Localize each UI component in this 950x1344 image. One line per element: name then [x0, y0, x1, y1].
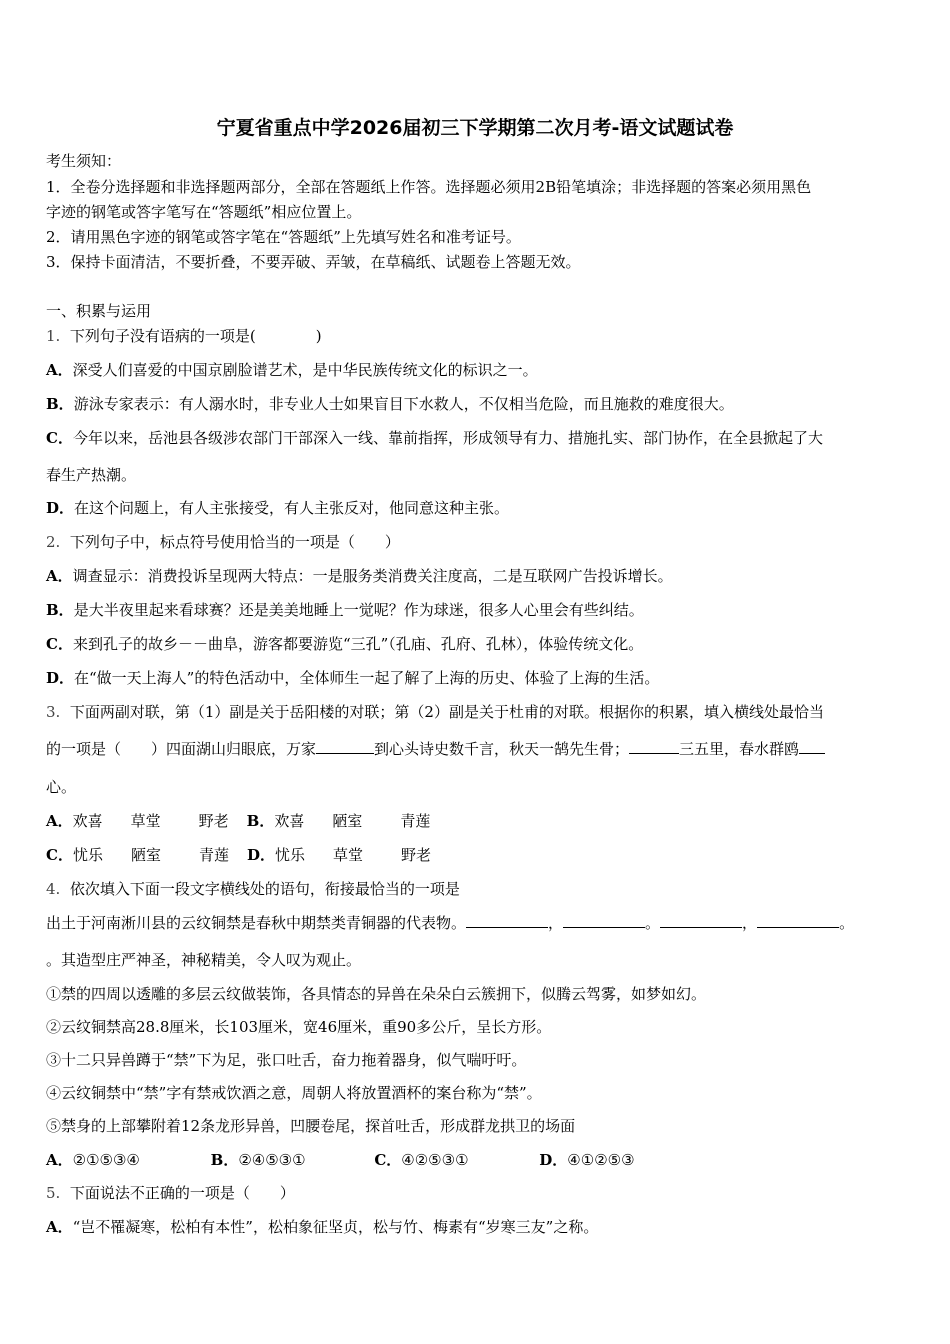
- question-4-sentence-1: ①禁的四周以透雕的多层云纹做装饰，各具情态的异兽在朵朵白云簇拥下，似腾云驾雾，如梦如幻。: [46, 985, 707, 1003]
- question-3-couplet-end: 心。: [46, 778, 77, 796]
- notice-item-2: 2．请用黑色字迹的钢笔或答字笔在“答题纸”上先填写姓名和准考证号。: [46, 228, 521, 246]
- answer-blank: [316, 739, 374, 754]
- option-label: A．: [46, 812, 73, 830]
- question-number: 3.: [46, 703, 61, 721]
- question-1-option-d: [46, 498, 509, 518]
- option-word: 忧乐: [72, 846, 103, 864]
- passage-punct: ，: [742, 914, 758, 932]
- option-label: D．: [46, 669, 75, 687]
- option-word: 陋室: [332, 812, 363, 830]
- option-label: C．: [46, 429, 73, 447]
- option-word: 草堂: [332, 846, 363, 864]
- option-text: 游泳专家表示：有人溺水时，非专业人士如果盲目下水救人，不仅相当危险，而且施救的难度很大。: [73, 395, 734, 413]
- question-4-sentence-4: ④云纹铜禁中“禁”字有禁戒饮酒之意，周朝人将放置酒杯的案台称为“禁”。: [46, 1084, 542, 1102]
- option-text: 深受人们喜爱的中国京剧脸谱艺术，是中华民族传统文化的标识之一。: [72, 361, 538, 379]
- question-number: 5.: [46, 1184, 61, 1202]
- question-number: 4.: [46, 880, 61, 898]
- option-label: C．: [374, 1151, 402, 1169]
- question-text: 下面说法不正确的一项是（ ）: [69, 1184, 295, 1202]
- question-4-options: [46, 1150, 635, 1170]
- option-word: 陋室: [130, 846, 161, 864]
- answer-blank: [757, 913, 839, 928]
- question-3-options-ab: [46, 811, 440, 831]
- answer-blank: [629, 739, 679, 754]
- question-1-option-c-continued: 春生产热潮。: [46, 466, 137, 484]
- question-number: 1.: [46, 327, 61, 345]
- question-5-option-a: [46, 1217, 598, 1237]
- question-text: 下面两副对联，第（1）副是关于岳阳楼的对联；第（2）副是关于杜甫的对联。根据你的积累，填入横线处最恰当: [69, 703, 824, 721]
- option-label: D．: [46, 499, 75, 517]
- option-word: 青莲: [400, 812, 431, 830]
- passage-punct: 。: [839, 914, 855, 932]
- option-label: B．: [46, 601, 74, 619]
- question-2-option-c: [46, 634, 643, 654]
- option-word: 忧乐: [274, 846, 305, 864]
- option-label: A．: [46, 1218, 73, 1236]
- option-label: C．: [46, 635, 73, 653]
- option-word: 野老: [400, 846, 431, 864]
- question-3-stem: [46, 702, 824, 722]
- option-label: B．: [210, 1151, 239, 1169]
- option-word: 欢喜: [274, 812, 305, 830]
- option-text: ②④⑤③①: [238, 1151, 306, 1169]
- option-label: B．: [246, 812, 275, 830]
- question-text: 依次填入下面一段文字横线处的语句，衔接最恰当的一项是: [69, 880, 460, 898]
- question-1-option-c: [46, 428, 823, 448]
- question-4-sentence-3: ③十二只异兽蹲于“禁”下为足，张口吐舌，奋力拖着器身，似气喘吁吁。: [46, 1051, 527, 1069]
- question-text: 下列句子中，标点符号使用恰当的一项是（ ）: [69, 533, 400, 551]
- question-4-sentence-5: ⑤禁身的上部攀附着12条龙形异兽，凹腰卷尾，探首吐舌，形成群龙拱卫的场面: [46, 1117, 576, 1135]
- notice-item-3: 3．保持卡面清洁，不要折叠，不要弄破、弄皱，在草稿纸、试题卷上答题无效。: [46, 253, 581, 271]
- option-label: A．: [46, 361, 73, 379]
- option-text: 来到孔子的故乡－－曲阜，游客都要游览“三孔”（孔庙、孔府、孔林），体验传统文化。: [72, 635, 644, 653]
- question-number: 2.: [46, 533, 61, 551]
- question-4-stem: [46, 879, 460, 899]
- question-5-stem: [46, 1183, 295, 1203]
- couplet-text-3: 三五里，春水群鸥: [679, 740, 800, 758]
- question-1-stem: [46, 326, 322, 346]
- question-4-sentence-2: ②云纹铜禁高28.8厘米，长103厘米，宽46厘米，重90多公斤，呈长方形。: [46, 1018, 552, 1036]
- question-2-option-b: [46, 600, 644, 620]
- question-3-options-cd: [46, 845, 441, 865]
- option-text: 今年以来，岳池县各级涉农部门干部深入一线、靠前指挥，形成领导有力、措施扎实、部门协作，在全县掀起了大: [72, 429, 823, 447]
- answer-blank: [799, 739, 825, 754]
- option-text: ②①⑤③④: [72, 1151, 140, 1169]
- question-1-option-a: [46, 360, 538, 380]
- option-label: C．: [46, 846, 73, 864]
- question-1-option-b: [46, 394, 734, 414]
- couplet-text-1: 的一项是（ ）四面湖山归眼底，万家: [46, 740, 317, 758]
- option-label: D．: [246, 846, 275, 864]
- option-word: 草堂: [130, 812, 161, 830]
- answer-blank: [563, 913, 645, 928]
- question-text: 下列句子没有语病的一项是( ): [69, 327, 322, 345]
- option-text: 是大半夜里起来看球赛？还是美美地睡上一觉呢？作为球迷，很多人心里会有些纠结。: [73, 601, 644, 619]
- option-label: A．: [46, 1151, 73, 1169]
- question-4-passage-end: 。其造型庄严神圣，神秘精美，令人叹为观止。: [46, 951, 362, 969]
- answer-blank: [660, 913, 742, 928]
- option-label: A．: [46, 567, 73, 585]
- option-word: 野老: [198, 812, 229, 830]
- option-label: D．: [539, 1151, 568, 1169]
- option-text: 在这个问题上，有人主张接受，有人主张反对，他同意这种主张。: [74, 499, 510, 517]
- option-word: 欢喜: [72, 812, 103, 830]
- question-2-option-a: [46, 566, 673, 586]
- question-2-stem: [46, 532, 400, 552]
- option-text: ④②⑤③①: [401, 1151, 469, 1169]
- option-text: 调查显示：消费投诉呈现两大特点：一是服务类消费关注度高，二是互联网广告投诉增长。: [72, 567, 673, 585]
- passage-punct: ，: [548, 914, 564, 932]
- notice-item-1-line-2: 字迹的钢笔或答字笔写在“答题纸”相应位置上。: [46, 203, 362, 221]
- notice-item-1-line-1: 1．全卷分选择题和非选择题两部分，全部在答题纸上作答。选择题必须用2B铅笔填涂；非选择题的答案必须用黑色: [46, 178, 812, 196]
- option-label: B．: [46, 395, 74, 413]
- option-text: 在“做一天上海人”的特色活动中，全体师生一起了解了上海的历史、体验了上海的生活。: [74, 669, 660, 687]
- option-text: “岂不罹凝寒，松柏有本性”，松柏象征坚贞，松与竹、梅素有“岁寒三友”之称。: [72, 1218, 599, 1236]
- passage-punct: 。: [645, 914, 661, 932]
- couplet-text-2: 到心头诗史数千言，秋天一鹄先生骨；: [374, 740, 630, 758]
- answer-blank: [466, 913, 548, 928]
- page-title: 宁夏省重点中学2026届初三下学期第二次月考-语文试题试卷: [216, 117, 734, 139]
- question-3-couplet-line: [46, 739, 825, 759]
- section-heading: 一、积累与运用: [46, 302, 152, 320]
- question-4-passage: [46, 913, 854, 933]
- passage-text: 出土于河南淅川县的云纹铜禁是春秋中期禁类青铜器的代表物。: [46, 914, 467, 932]
- option-text: ④①②⑤③: [567, 1151, 635, 1169]
- option-word: 青莲: [198, 846, 229, 864]
- question-2-option-d: [46, 668, 659, 688]
- notice-heading: 考生须知：: [46, 152, 122, 170]
